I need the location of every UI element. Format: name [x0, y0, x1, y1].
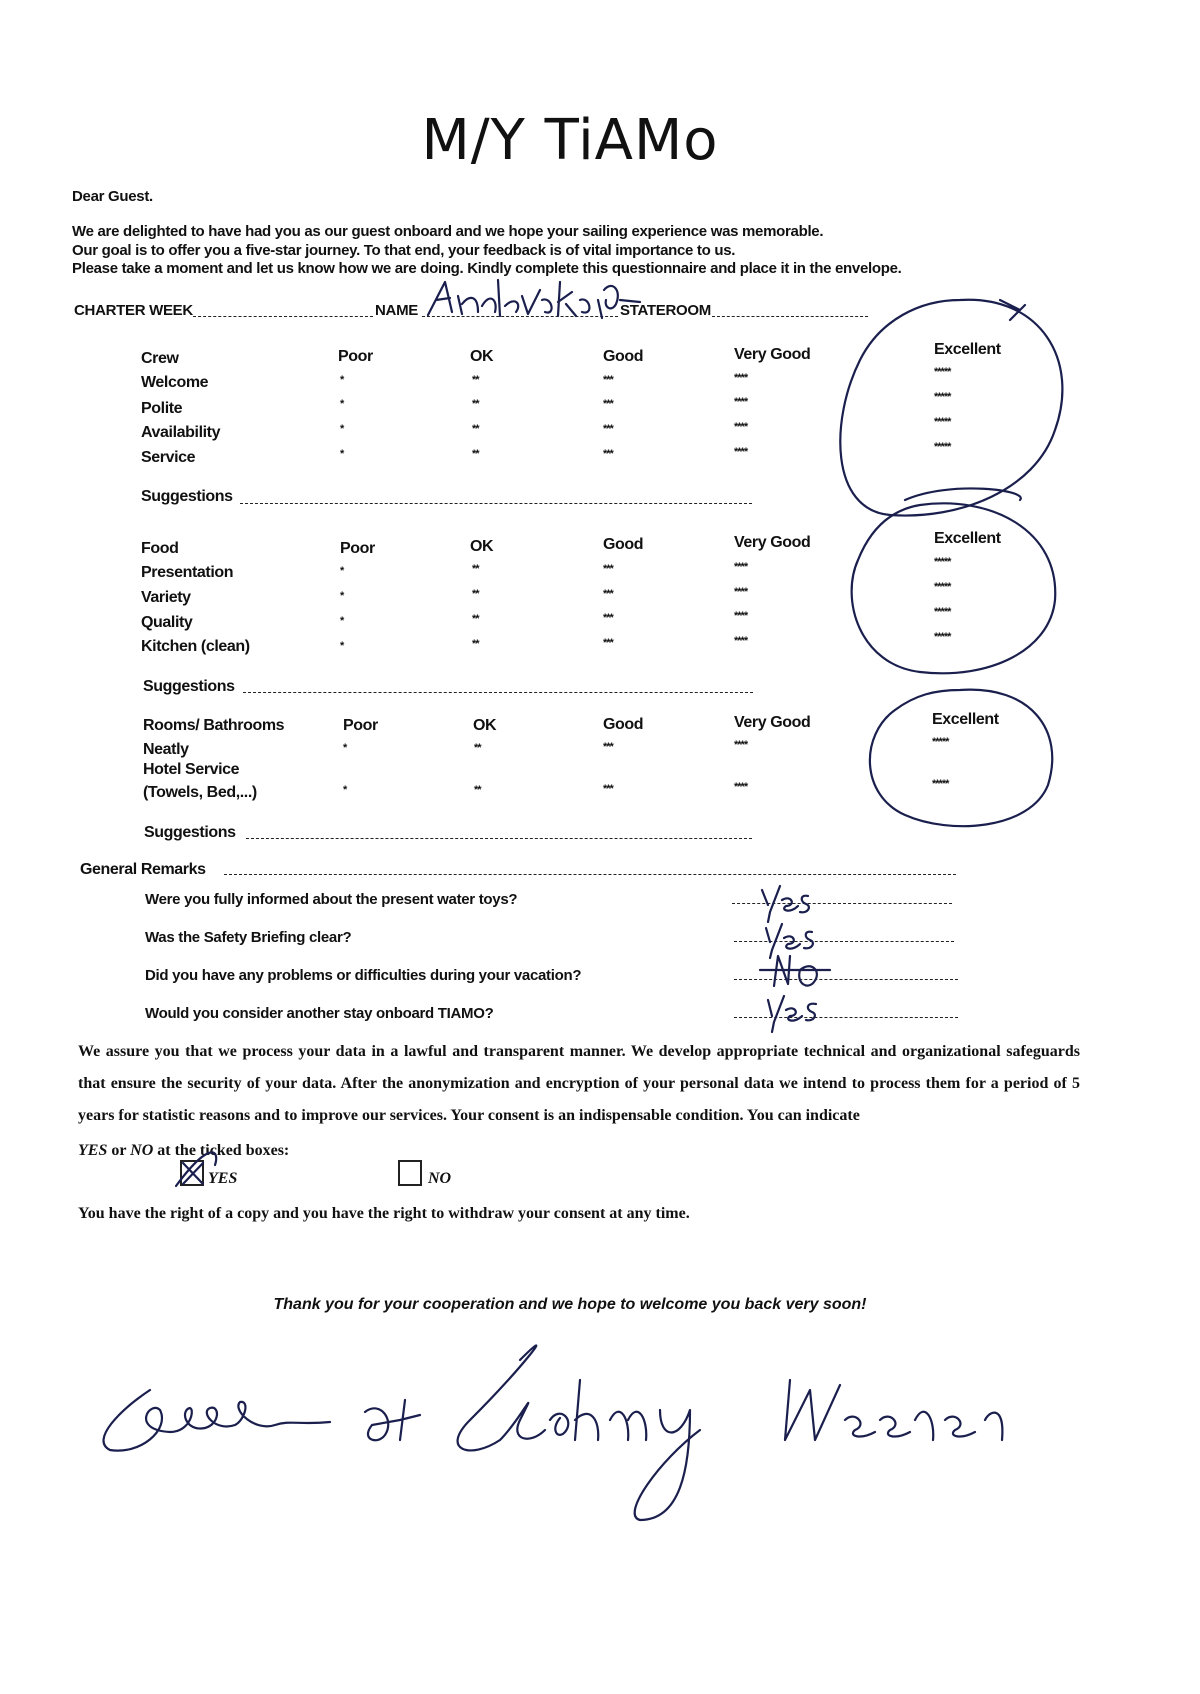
- consent-yes-label: YES: [208, 1170, 238, 1187]
- rating-option-5-star[interactable]: *****: [934, 581, 951, 593]
- rating-item-label: Service: [141, 449, 196, 466]
- rating-option-3-star[interactable]: ***: [603, 783, 613, 795]
- rating-option-5-star[interactable]: *****: [934, 416, 951, 428]
- rating-option-4-star[interactable]: ****: [734, 372, 748, 384]
- rating-selection-circle: [852, 488, 1056, 673]
- rating-selection-circle: [840, 300, 1062, 516]
- name-label: NAME: [375, 302, 418, 319]
- column-poor: Poor: [340, 540, 375, 557]
- rating-item-label: Quality: [141, 614, 193, 631]
- rating-option-3-star[interactable]: ***: [603, 741, 613, 753]
- rating-option-4-star[interactable]: ****: [734, 421, 748, 433]
- column-good: Good: [603, 536, 644, 553]
- rating-option-1-star[interactable]: *: [340, 374, 344, 386]
- column-very-good: Very Good: [734, 714, 811, 731]
- rating-option-1-star[interactable]: *: [340, 565, 344, 577]
- answer-3-handwriting: [760, 956, 830, 986]
- section-heading: Crew: [141, 350, 179, 367]
- question-4: Would you consider another stay onboard TIAMO?: [145, 1005, 494, 1022]
- rating-item-label: Kitchen (clean): [141, 638, 250, 655]
- rating-option-2-star[interactable]: **: [472, 374, 479, 386]
- rating-option-5-star[interactable]: *****: [934, 441, 951, 453]
- suggestions-label: Suggestions: [143, 678, 235, 695]
- privacy-paragraph: We assure you that we process your data in a lawful and transparent manner. We develop appropriate technical and organizational safeguards that ensure the security of your data. After the anonymization and encryption of your personal data we intend to process them for a period of 5 years for statistic reasons and to improve our services. Your consent is an indispensable condition. You can indicate: [78, 1043, 1080, 1124]
- column-excellent: Excellent: [934, 530, 1001, 547]
- rating-option-3-star[interactable]: ***: [603, 398, 613, 410]
- answer-1-handwriting: [762, 886, 809, 922]
- rating-option-2-star[interactable]: **: [472, 638, 479, 650]
- column-ok: OK: [473, 717, 497, 734]
- consent-prompt-yes: YES: [78, 1142, 108, 1159]
- suggestions-label: Suggestions: [141, 488, 233, 505]
- rating-option-2-star[interactable]: **: [472, 613, 479, 625]
- rating-option-1-star[interactable]: *: [340, 615, 344, 627]
- rating-option-4-star[interactable]: ****: [734, 396, 748, 408]
- suggestions-label: Suggestions: [144, 824, 236, 841]
- rating-option-2-star[interactable]: **: [472, 398, 479, 410]
- rating-item-label: Neatly: [143, 741, 189, 758]
- rating-option-2-star[interactable]: **: [472, 588, 479, 600]
- answer-4-handwriting: [768, 996, 816, 1032]
- rating-option-1-star[interactable]: *: [343, 742, 347, 754]
- rating-option-1-star[interactable]: *: [340, 590, 344, 602]
- rating-option-5-star[interactable]: *****: [934, 366, 951, 378]
- rating-option-5-star[interactable]: *****: [934, 391, 951, 403]
- rating-item-label: Availability: [141, 424, 221, 441]
- greeting: Dear Guest.: [72, 188, 153, 205]
- column-ok: OK: [470, 348, 494, 365]
- closing-text: Thank you for your cooperation and we hope to welcome you back very soon!: [273, 1296, 867, 1313]
- column-ok: OK: [470, 538, 494, 555]
- rating-item-label: Welcome: [141, 374, 209, 391]
- rating-option-2-star[interactable]: **: [472, 423, 479, 435]
- rating-option-2-star[interactable]: **: [474, 742, 481, 754]
- rating-option-4-star[interactable]: ****: [734, 610, 748, 622]
- section-heading: Food: [141, 540, 179, 557]
- rating-item-label: Hotel Service: [143, 761, 240, 778]
- rating-item-label: (Towels, Bed,...): [143, 784, 257, 801]
- rating-option-5-star[interactable]: *****: [932, 778, 949, 790]
- rating-option-2-star[interactable]: **: [472, 563, 479, 575]
- rating-item-label: Presentation: [141, 564, 234, 581]
- rating-option-2-star[interactable]: **: [474, 784, 481, 796]
- rating-option-5-star[interactable]: *****: [934, 606, 951, 618]
- rating-option-1-star[interactable]: *: [340, 398, 344, 410]
- rating-option-5-star[interactable]: *****: [932, 736, 949, 748]
- signature: [104, 1345, 1003, 1520]
- general-remarks-label: General Remarks: [80, 861, 206, 878]
- rating-option-3-star[interactable]: ***: [603, 637, 613, 649]
- answer-2-handwriting: [766, 924, 813, 958]
- intro-line-3: Please take a moment and let us know how we are doing. Kindly complete this questionnaire and place it in the envelope.: [72, 260, 902, 277]
- rating-option-4-star[interactable]: ****: [734, 446, 748, 458]
- rating-option-3-star[interactable]: ***: [603, 612, 613, 624]
- question-2: Was the Safety Briefing clear?: [145, 929, 352, 946]
- rating-option-1-star[interactable]: *: [340, 448, 344, 460]
- rating-option-1-star[interactable]: *: [343, 784, 347, 796]
- stateroom-label: STATEROOM: [620, 302, 711, 319]
- section-heading: Rooms/ Bathrooms: [143, 717, 285, 734]
- rating-option-3-star[interactable]: ***: [603, 374, 613, 386]
- rating-option-5-star[interactable]: *****: [934, 631, 951, 643]
- rating-option-4-star[interactable]: ****: [734, 635, 748, 647]
- charter-week-label: CHARTER WEEK: [74, 302, 193, 319]
- consent-prompt-no: NO: [130, 1142, 154, 1159]
- question-3: Did you have any problems or difficulties during your vacation?: [145, 967, 582, 984]
- rating-option-4-star[interactable]: ****: [734, 739, 748, 751]
- consent-prompt-rest: at the ticked boxes:: [153, 1142, 290, 1159]
- rating-option-1-star[interactable]: *: [340, 640, 344, 652]
- consent-prompt-or: or: [107, 1142, 131, 1159]
- rating-option-4-star[interactable]: ****: [734, 561, 748, 573]
- rating-option-3-star[interactable]: ***: [603, 563, 613, 575]
- column-excellent: Excellent: [932, 711, 999, 728]
- rating-option-5-star[interactable]: *****: [934, 556, 951, 568]
- rating-option-3-star[interactable]: ***: [603, 423, 613, 435]
- rating-option-3-star[interactable]: ***: [603, 588, 613, 600]
- column-very-good: Very Good: [734, 534, 811, 551]
- column-good: Good: [603, 716, 644, 733]
- column-poor: Poor: [338, 348, 373, 365]
- name-handwriting: [428, 280, 640, 318]
- column-good: Good: [603, 348, 644, 365]
- column-poor: Poor: [343, 717, 378, 734]
- rating-option-3-star[interactable]: ***: [603, 448, 613, 460]
- intro-line-1: We are delighted to have had you as our guest onboard and we hope your sailing experience was memorable.: [72, 223, 824, 240]
- rating-option-4-star[interactable]: ****: [734, 781, 748, 793]
- rating-option-2-star[interactable]: **: [472, 448, 479, 460]
- column-excellent: Excellent: [934, 341, 1001, 358]
- rating-item-label: Polite: [141, 400, 183, 417]
- consent-yes-checkmark: [176, 1152, 216, 1186]
- rating-option-1-star[interactable]: *: [340, 423, 344, 435]
- consent-no-label: NO: [428, 1170, 452, 1187]
- intro-line-2: Our goal is to offer you a five-star journey. To that end, your feedback is of vital importance to us.: [72, 242, 736, 259]
- form-title: M/Y TiAMo: [421, 108, 719, 173]
- rating-item-label: Variety: [141, 589, 191, 606]
- rating-selection-circle: [870, 690, 1052, 827]
- rating-option-4-star[interactable]: ****: [734, 586, 748, 598]
- question-1: Were you fully informed about the present water toys?: [145, 891, 518, 908]
- rights-text: You have the right of a copy and you have the right to withdraw your consent at any time.: [78, 1205, 690, 1222]
- column-very-good: Very Good: [734, 346, 811, 363]
